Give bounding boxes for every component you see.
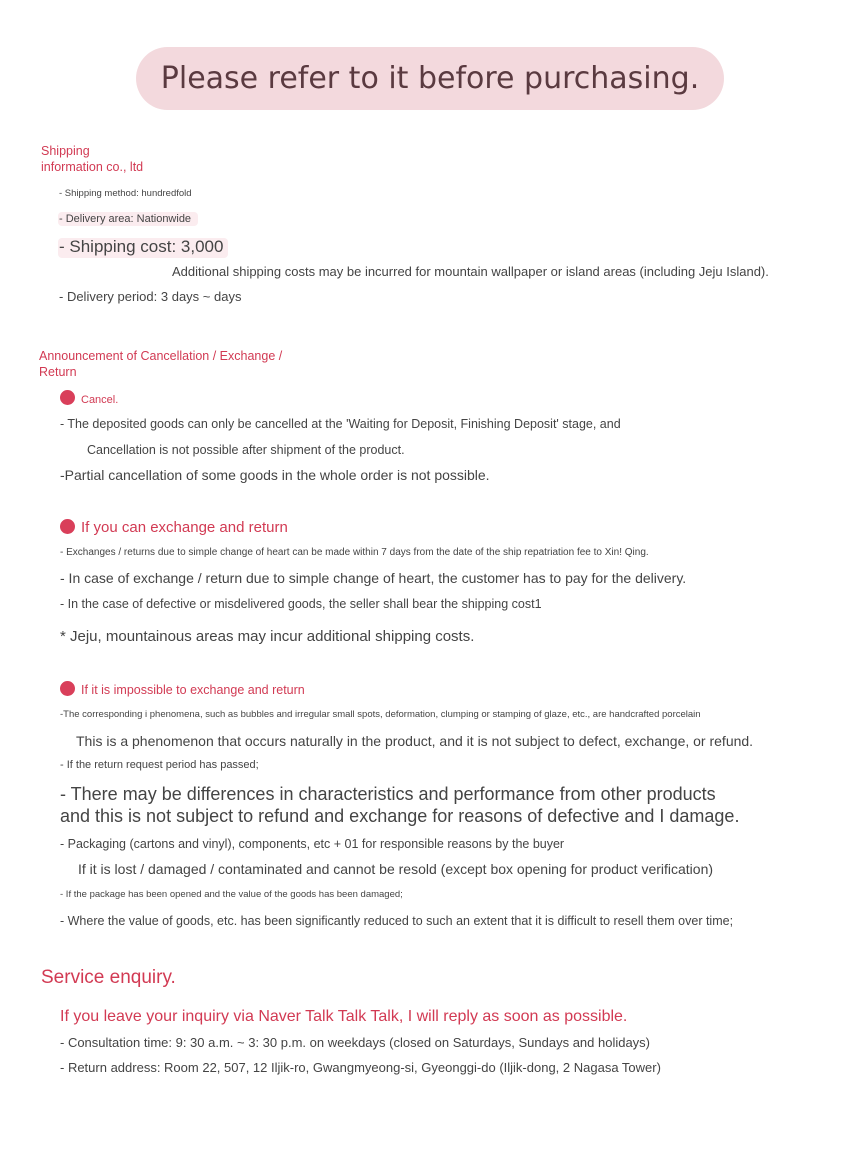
shipping-heading [41, 143, 143, 175]
shipping-heading-line2: information co., ltd [41, 160, 144, 174]
additional-shipping-note: Additional shipping costs may be incurred for mountain wallpaper or island areas (including Jeju Island). [172, 264, 769, 279]
impossible-line: - There may be differences in characteristics and performance from other products [60, 784, 716, 804]
service-heading: Service enquiry. [41, 967, 176, 988]
announcement-heading [39, 348, 282, 380]
cancel-title: Cancel. [60, 390, 118, 406]
shipping-cost: - Shipping cost: 3,000 [59, 237, 224, 256]
impossible-line: and this is not subject to refund and exchange for reasons of defective and I damage. [60, 806, 740, 826]
header-banner [136, 47, 724, 110]
bullet-dot-icon [60, 681, 75, 696]
exchange-line: * Jeju, mountainous areas may incur additional shipping costs. [60, 628, 475, 645]
banner-title: Please refer to it before purchasing. [160, 61, 700, 96]
cancel-line: -Partial cancellation of some goods in the whole order is not possible. [60, 467, 490, 483]
bullet-dot-icon [60, 390, 75, 405]
exchange-line: - Exchanges / returns due to simple change of heart can be made within 7 days from the date of the ship repatriation fee to Xin! Qing. [60, 547, 649, 558]
exchange-line: - In case of exchange / return due to simple change of heart, the customer has to pay for the delivery. [60, 570, 687, 586]
bullet-dot-icon [60, 519, 75, 534]
impossible-line: - Where the value of goods, etc. has been significantly reduced to such an extent that it is difficult to resell them over time; [60, 914, 734, 928]
impossible-line: - If the package has been opened and the value of the goods has been damaged; [60, 889, 403, 900]
impossible-line: -The corresponding i phenomena, such as bubbles and irregular small spots, deformation, clumping or stamping of glaze, etc., are handcrafted porcelain [60, 709, 701, 720]
shipping-heading-line1: Shipping [41, 144, 90, 158]
delivery-area: - Delivery area: Nationwide [59, 213, 192, 225]
impossible-line: - If the return request period has passed; [60, 759, 259, 771]
announcement-heading-line1: Announcement of Cancellation / Exchange / [39, 349, 283, 363]
impossible-line: If it is lost / damaged / contaminated and cannot be resold (except box opening for product verification) [78, 861, 714, 877]
delivery-period: - Delivery period: 3 days ~ days [59, 289, 242, 304]
shipping-method: - Shipping method: hundredfold [59, 188, 192, 199]
impossible-line: - Packaging (cartons and vinyl), components, etc + 01 for responsible reasons by the buyer [60, 837, 565, 851]
exchange-title: If you can exchange and return [60, 519, 288, 536]
cancel-line: - The deposited goods can only be cancelled at the 'Waiting for Deposit, Finishing Deposit' stage, and [60, 417, 621, 431]
consultation-time: - Consultation time: 9: 30 a.m. ~ 3: 30 p.m. on weekdays (closed on Saturdays, Sundays and holidays) [60, 1035, 651, 1050]
cancel-line: Cancellation is not possible after shipment of the product. [87, 443, 405, 457]
exchange-line: - In the case of defective or misdelivered goods, the seller shall bear the shipping cost1 [60, 597, 542, 611]
impossible-title: If it is impossible to exchange and return [60, 681, 305, 697]
impossible-line: This is a phenomenon that occurs naturally in the product, and it is not subject to defect, exchange, or refund. [76, 733, 754, 749]
service-line: If you leave your inquiry via Naver Talk Talk Talk, I will reply as soon as possible. [60, 1008, 628, 1025]
return-address: - Return address: Room 22, 507, 12 Iljik-ro, Gwangmyeong-si, Gyeonggi-do (Iljik-dong, 2 Nagasa Tower) [60, 1060, 661, 1075]
announcement-heading-line2: Return [39, 365, 77, 379]
